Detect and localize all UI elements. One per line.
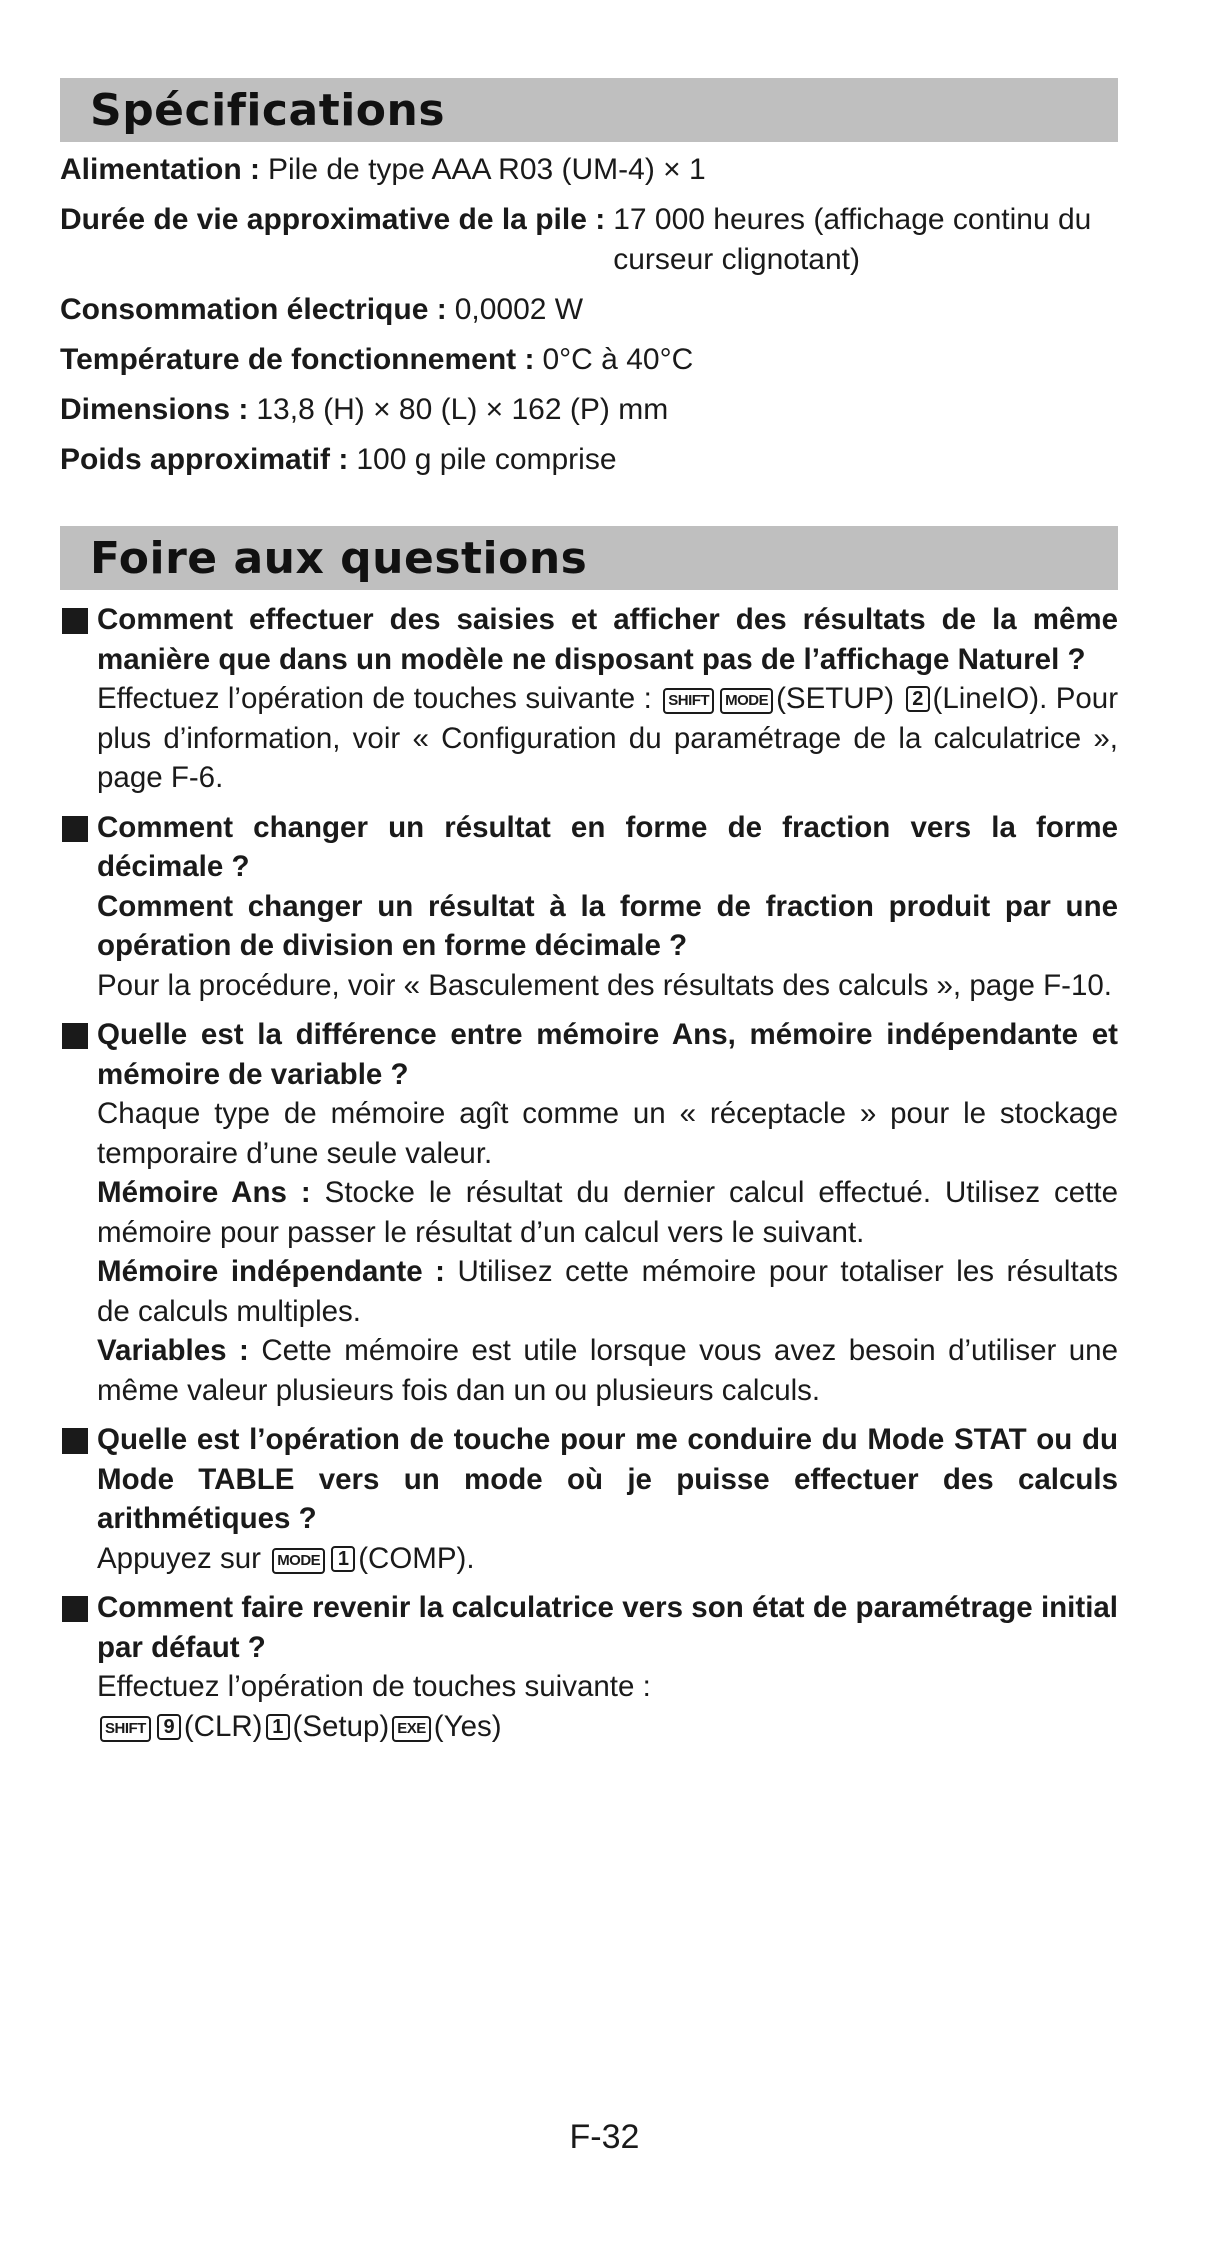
faq-answer: Chaque type de mémoire agît comme un « réceptacle » pour le stockage temporaire d’une seule valeur. bbox=[97, 1097, 1118, 1170]
mode-key-icon: MODE bbox=[720, 688, 773, 714]
faq-question: Quelle est l’opération de touche pour me conduire du Mode STAT ou du Mode TABLE vers un mode où je puisse effectuer des calculs arithmétiques ? bbox=[97, 1423, 1118, 1535]
faq-answer: Pour la procédure, voir « Basculement des résultats des calculs », page F-10. bbox=[97, 968, 1112, 1002]
detail-text: Stocke le résultat du dernier calcul effectué. Utilisez cette mémoire pour passer le résultat d’un calcul vers le suivant. bbox=[97, 1176, 1118, 1249]
faq-detail-variables bbox=[97, 1331, 1118, 1410]
faq-title: Foire aux questions bbox=[90, 532, 588, 584]
faq-question: Quelle est la différence entre mémoire Ans, mémoire indépendante et mémoire de variable ? bbox=[97, 1018, 1118, 1091]
detail-label: Mémoire Ans : bbox=[97, 1176, 311, 1209]
faq-key-sequence bbox=[97, 1707, 1118, 1747]
spec-value: Pile de type AAA R03 (UM-4) × 1 bbox=[268, 153, 706, 186]
spec-item-dimensions bbox=[60, 390, 1118, 430]
answer-text: Appuyez sur bbox=[97, 1541, 261, 1575]
key-2-icon: 2 bbox=[906, 686, 930, 712]
spec-item-temperature bbox=[60, 340, 1118, 380]
spec-value: 0,0002 W bbox=[454, 293, 584, 326]
spec-label: Dimensions : bbox=[60, 393, 249, 426]
spec-label: Consommation électrique : bbox=[60, 293, 447, 326]
shift-key-icon: SHIFT bbox=[100, 1716, 151, 1742]
exe-key-icon: EXE bbox=[392, 1716, 431, 1742]
key-1-icon: 1 bbox=[331, 1546, 355, 1572]
spec-value: 0°C à 40°C bbox=[542, 343, 694, 376]
answer-text: Effectuez l’opération de touches suivante : bbox=[97, 682, 652, 715]
square-bullet-icon bbox=[62, 816, 88, 842]
specifications-title: Spécifications bbox=[90, 84, 446, 136]
faq-list bbox=[60, 600, 1118, 1746]
faq-question: Comment faire revenir la calculatrice vers son état de paramétrage initial par défaut ? bbox=[97, 1591, 1118, 1664]
key-annotation: (SETUP) bbox=[776, 682, 895, 715]
faq-header bbox=[60, 526, 1118, 590]
detail-label: Mémoire indépendante : bbox=[97, 1255, 445, 1288]
spec-label: Température de fonctionnement : bbox=[60, 343, 535, 376]
spec-value: 13,8 (H) × 80 (L) × 162 (P) mm bbox=[256, 393, 669, 426]
spec-label: Alimentation : bbox=[60, 153, 260, 186]
faq-detail-independent bbox=[97, 1252, 1118, 1331]
key-annotation: (Yes) bbox=[433, 1709, 502, 1743]
spec-label: Durée de vie approximative de la pile : bbox=[60, 203, 606, 236]
faq-answer bbox=[97, 679, 1118, 798]
document-page bbox=[60, 78, 1118, 1756]
specifications-header bbox=[60, 78, 1118, 142]
detail-text: Utilisez cette mémoire pour totaliser les résultats de calculs multiples. bbox=[97, 1255, 1118, 1328]
faq-item bbox=[60, 600, 1118, 798]
spec-item-weight bbox=[60, 440, 1118, 480]
key-9-icon: 9 bbox=[157, 1714, 181, 1740]
key-1-icon: 1 bbox=[266, 1714, 290, 1740]
key-annotation: (LineIO). bbox=[932, 682, 1048, 715]
spec-value: 100 g pile comprise bbox=[356, 443, 617, 476]
faq-question: Comment effectuer des saisies et afficher des résultats de la même manière que dans un modèle ne disposant pas de l’affichage Naturel ? bbox=[97, 603, 1118, 676]
spec-list bbox=[60, 150, 1118, 480]
detail-label: Variables : bbox=[97, 1334, 249, 1367]
key-annotation: (COMP). bbox=[358, 1541, 475, 1575]
spec-label: Poids approximatif : bbox=[60, 443, 349, 476]
square-bullet-icon bbox=[62, 1428, 88, 1454]
key-annotation: (CLR) bbox=[183, 1709, 263, 1743]
spec-value: 17 000 heures (affichage continu du curseur clignotant) bbox=[613, 203, 1092, 276]
square-bullet-icon bbox=[62, 1596, 88, 1622]
page-number: F-32 bbox=[569, 2118, 640, 2156]
mode-key-icon: MODE bbox=[272, 1548, 325, 1574]
faq-item bbox=[60, 1420, 1118, 1578]
faq-item bbox=[60, 1588, 1118, 1746]
faq-item bbox=[60, 1015, 1118, 1410]
spec-item-power bbox=[60, 150, 1118, 190]
detail-text: Cette mémoire est utile lorsque vous avez besoin d’utiliser une même valeur plusieurs fois dan un ou plusieurs calculs. bbox=[97, 1334, 1118, 1407]
faq-detail-ans bbox=[97, 1173, 1118, 1252]
faq-answer bbox=[97, 1539, 1118, 1579]
answer-text: Pour plus d’information, voir « Configuration du paramétrage de la calculatrice », page F-6. bbox=[97, 682, 1119, 794]
faq-question: Comment changer un résultat en forme de fraction vers la forme décimale ? bbox=[97, 810, 1118, 883]
key-annotation: (Setup) bbox=[292, 1709, 390, 1743]
faq-answer: Effectuez l’opération de touches suivante : bbox=[97, 1670, 651, 1703]
faq-question: Comment changer un résultat à la forme de fraction produit par une opération de division en forme décimale ? bbox=[97, 889, 1118, 962]
square-bullet-icon bbox=[62, 608, 88, 634]
spec-item-battery-life bbox=[60, 200, 1118, 280]
square-bullet-icon bbox=[62, 1023, 88, 1049]
faq-item bbox=[60, 808, 1118, 1006]
spec-item-consumption bbox=[60, 290, 1118, 330]
shift-key-icon: SHIFT bbox=[663, 688, 714, 714]
